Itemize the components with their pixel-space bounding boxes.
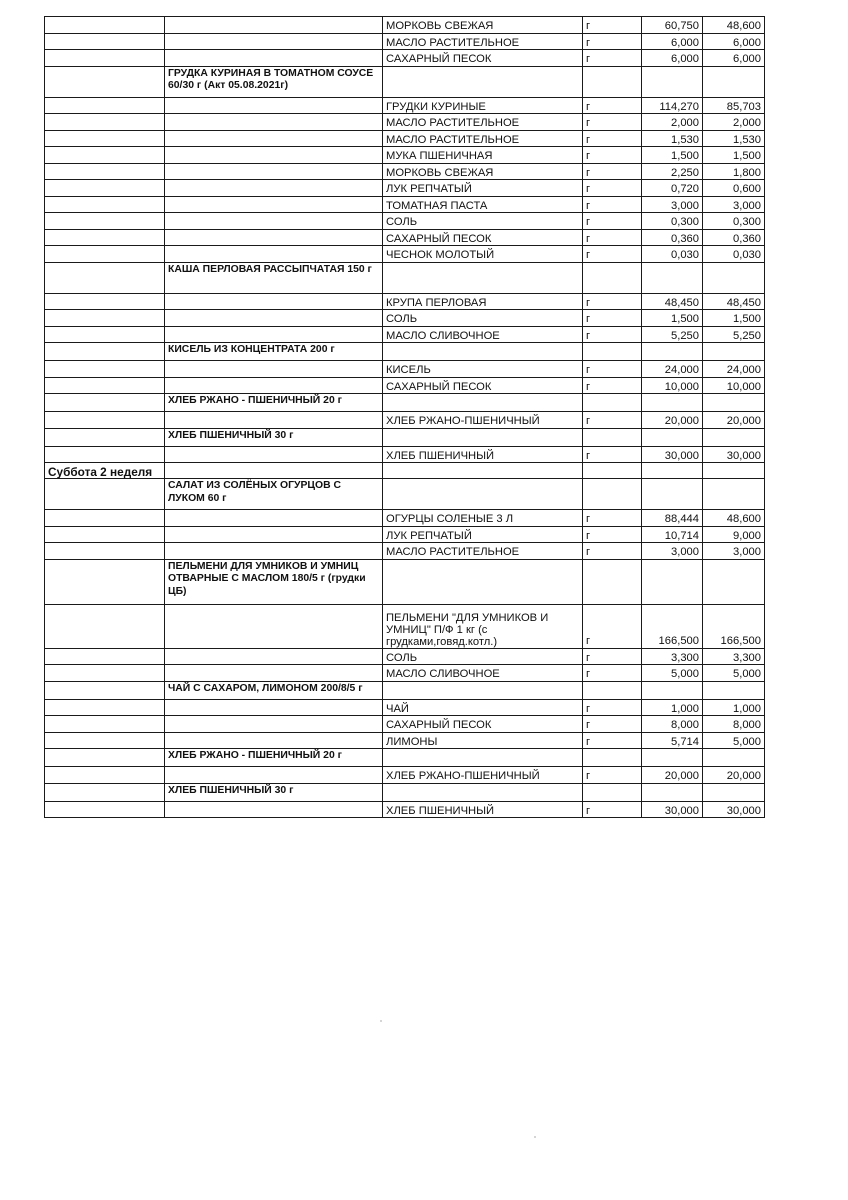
brutto-value: 6,000 (642, 50, 703, 67)
ingredient-name: МОРКОВЬ СВЕЖАЯ (383, 163, 583, 180)
day-label: Суббота 2 неделя (45, 463, 165, 479)
dish-cell (165, 510, 383, 527)
day-cell (45, 97, 165, 114)
ingredient-name: КИСЕЛЬ (383, 361, 583, 378)
day-cell (45, 604, 165, 648)
netto-value: 6,000 (703, 50, 765, 67)
day-cell (45, 343, 165, 361)
brutto-value: 48,450 (642, 293, 703, 310)
netto-value: 2,000 (703, 114, 765, 131)
unit-cell: г (583, 213, 642, 230)
brutto-value: 1,530 (642, 130, 703, 147)
dish-row (45, 783, 765, 801)
ingredient-name: САХАРНЫЙ ПЕСОК (383, 377, 583, 394)
ingredient-row (45, 648, 765, 665)
ingredient-row (45, 699, 765, 716)
netto-value: 0,600 (703, 180, 765, 197)
dish-cell (165, 699, 383, 716)
ingredient-row (45, 50, 765, 67)
unit-cell: г (583, 33, 642, 50)
ingredient-row (45, 180, 765, 197)
day-cell (45, 559, 165, 604)
day-cell (45, 147, 165, 164)
netto-value: 1,500 (703, 310, 765, 327)
ingredient-name: ХЛЕБ ПШЕНИЧНЫЙ (383, 801, 583, 818)
brutto-value (642, 428, 703, 446)
brutto-value: 3,000 (642, 196, 703, 213)
ingredient-name: ХЛЕБ РЖАНО-ПШЕНИЧНЫЙ (383, 412, 583, 429)
netto-value (703, 394, 765, 412)
brutto-value: 30,000 (642, 446, 703, 463)
unit-cell: г (583, 163, 642, 180)
dish-cell (165, 716, 383, 733)
unit-cell: г (583, 196, 642, 213)
netto-value (703, 681, 765, 699)
ingredient-name (383, 783, 583, 801)
netto-value: 85,703 (703, 97, 765, 114)
netto-value: 48,600 (703, 17, 765, 34)
netto-value: 1,000 (703, 699, 765, 716)
unit-cell: г (583, 130, 642, 147)
dish-title: ЧАЙ С САХАРОМ, ЛИМОНОМ 200/8/5 г (165, 681, 383, 699)
ingredient-name: ХЛЕБ ПШЕНИЧНЫЙ (383, 446, 583, 463)
unit-cell: г (583, 180, 642, 197)
unit-cell: г (583, 412, 642, 429)
dish-cell (165, 463, 383, 479)
day-cell (45, 246, 165, 263)
day-cell (45, 699, 165, 716)
unit-cell: г (583, 543, 642, 560)
day-cell (45, 114, 165, 131)
ingredient-row (45, 377, 765, 394)
netto-value (703, 343, 765, 361)
unit-cell: г (583, 229, 642, 246)
ingredient-row (45, 604, 765, 648)
day-cell (45, 412, 165, 429)
ingredient-name (383, 463, 583, 479)
netto-value (703, 479, 765, 510)
ingredient-name: КРУПА ПЕРЛОВАЯ (383, 293, 583, 310)
day-cell (45, 229, 165, 246)
unit-cell: г (583, 665, 642, 682)
ingredient-name (383, 262, 583, 293)
dish-cell (165, 361, 383, 378)
netto-value: 24,000 (703, 361, 765, 378)
ingredient-row (45, 412, 765, 429)
netto-value: 3,300 (703, 648, 765, 665)
netto-value (703, 428, 765, 446)
ingredient-name (383, 681, 583, 699)
dish-cell (165, 801, 383, 818)
unit-cell: г (583, 114, 642, 131)
dish-row (45, 559, 765, 604)
ingredient-name (383, 749, 583, 767)
unit-cell (583, 66, 642, 97)
brutto-value (642, 394, 703, 412)
ingredient-row (45, 510, 765, 527)
dish-cell (165, 196, 383, 213)
dish-cell (165, 97, 383, 114)
ingredient-row (45, 246, 765, 263)
netto-value: 9,000 (703, 526, 765, 543)
brutto-value (642, 463, 703, 479)
dish-cell (165, 732, 383, 749)
unit-cell: г (583, 699, 642, 716)
brutto-value (642, 66, 703, 97)
dish-title: ХЛЕБ РЖАНО - ПШЕНИЧНЫЙ 20 г (165, 749, 383, 767)
unit-cell: г (583, 97, 642, 114)
dish-cell (165, 543, 383, 560)
unit-cell: г (583, 732, 642, 749)
ingredient-name: ГРУДКИ КУРИНЫЕ (383, 97, 583, 114)
unit-cell: г (583, 767, 642, 784)
brutto-value (642, 681, 703, 699)
ingredient-name: ЧЕСНОК МОЛОТЫЙ (383, 246, 583, 263)
ingredient-row (45, 163, 765, 180)
ingredient-name: МАСЛО СЛИВОЧНОЕ (383, 326, 583, 343)
netto-value: 1,500 (703, 147, 765, 164)
brutto-value: 2,250 (642, 163, 703, 180)
unit-cell (583, 559, 642, 604)
unit-cell: г (583, 510, 642, 527)
unit-cell: г (583, 246, 642, 263)
day-cell (45, 732, 165, 749)
unit-cell: г (583, 50, 642, 67)
netto-value: 0,360 (703, 229, 765, 246)
unit-cell: г (583, 526, 642, 543)
ingredient-name: ЛУК РЕПЧАТЫЙ (383, 526, 583, 543)
unit-cell: г (583, 446, 642, 463)
netto-value: 48,600 (703, 510, 765, 527)
brutto-value: 5,250 (642, 326, 703, 343)
day-cell (45, 262, 165, 293)
dish-cell (165, 229, 383, 246)
brutto-value: 1,500 (642, 310, 703, 327)
netto-value: 10,000 (703, 377, 765, 394)
dish-row (45, 394, 765, 412)
brutto-value: 0,720 (642, 180, 703, 197)
brutto-value: 3,300 (642, 648, 703, 665)
dish-cell (165, 213, 383, 230)
ingredient-row (45, 310, 765, 327)
brutto-value: 5,000 (642, 665, 703, 682)
day-cell (45, 293, 165, 310)
dish-row (45, 479, 765, 510)
unit-cell (583, 749, 642, 767)
dish-title: КАША ПЕРЛОВАЯ РАССЫПЧАТАЯ 150 г (165, 262, 383, 293)
unit-cell (583, 262, 642, 293)
day-cell (45, 801, 165, 818)
brutto-value (642, 783, 703, 801)
dish-cell (165, 604, 383, 648)
ingredient-name: САХАРНЫЙ ПЕСОК (383, 716, 583, 733)
brutto-value: 20,000 (642, 412, 703, 429)
day-cell (45, 428, 165, 446)
unit-cell (583, 343, 642, 361)
ingredient-row (45, 147, 765, 164)
ingredient-name: САХАРНЫЙ ПЕСОК (383, 229, 583, 246)
day-cell (45, 326, 165, 343)
ingredient-row (45, 526, 765, 543)
netto-value: 20,000 (703, 767, 765, 784)
dish-cell (165, 50, 383, 67)
day-cell (45, 17, 165, 34)
day-cell (45, 66, 165, 97)
brutto-value: 0,300 (642, 213, 703, 230)
ingredient-row (45, 97, 765, 114)
dish-cell (165, 17, 383, 34)
brutto-value: 0,030 (642, 246, 703, 263)
ingredient-row (45, 716, 765, 733)
dish-cell (165, 526, 383, 543)
ingredient-name (383, 428, 583, 446)
dish-cell (165, 767, 383, 784)
day-cell (45, 446, 165, 463)
day-cell (45, 665, 165, 682)
ingredient-row (45, 732, 765, 749)
ingredient-name: МАСЛО РАСТИТЕЛЬНОЕ (383, 33, 583, 50)
ingredient-name: ХЛЕБ РЖАНО-ПШЕНИЧНЫЙ (383, 767, 583, 784)
netto-value (703, 66, 765, 97)
day-cell (45, 681, 165, 699)
netto-value: 5,000 (703, 732, 765, 749)
dish-cell (165, 293, 383, 310)
day-cell (45, 526, 165, 543)
ingredient-name (383, 479, 583, 510)
dish-row (45, 749, 765, 767)
ingredient-row (45, 33, 765, 50)
dish-title: ПЕЛЬМЕНИ ДЛЯ УМНИКОВ И УМНИЦ ОТВАРНЫЕ С МАСЛОМ 180/5 г (грудки ЦБ) (165, 559, 383, 604)
brutto-value: 10,000 (642, 377, 703, 394)
dish-cell (165, 377, 383, 394)
day-cell (45, 196, 165, 213)
brutto-value: 30,000 (642, 801, 703, 818)
ingredient-name: МАСЛО РАСТИТЕЛЬНОЕ (383, 130, 583, 147)
dish-cell (165, 665, 383, 682)
scan-speck (534, 1136, 536, 1138)
brutto-value: 5,714 (642, 732, 703, 749)
netto-value: 30,000 (703, 801, 765, 818)
ingredient-row (45, 130, 765, 147)
netto-value (703, 262, 765, 293)
netto-value: 1,530 (703, 130, 765, 147)
dish-title: ХЛЕБ РЖАНО - ПШЕНИЧНЫЙ 20 г (165, 394, 383, 412)
ingredient-name: СОЛЬ (383, 213, 583, 230)
netto-value: 8,000 (703, 716, 765, 733)
dish-cell (165, 180, 383, 197)
ingredient-name: МАСЛО РАСТИТЕЛЬНОЕ (383, 114, 583, 131)
day-row (45, 463, 765, 479)
brutto-value: 10,714 (642, 526, 703, 543)
ingredient-name: ОГУРЦЫ СОЛЕНЫЕ 3 Л (383, 510, 583, 527)
dish-cell (165, 114, 383, 131)
day-cell (45, 180, 165, 197)
brutto-value: 114,270 (642, 97, 703, 114)
dish-title: ГРУДКА КУРИНАЯ В ТОМАТНОМ СОУСЕ 60/30 г (Акт 05.08.2021г) (165, 66, 383, 97)
brutto-value: 2,000 (642, 114, 703, 131)
unit-cell (583, 783, 642, 801)
ingredient-row (45, 114, 765, 131)
dish-cell (165, 130, 383, 147)
unit-cell: г (583, 326, 642, 343)
ingredient-row (45, 801, 765, 818)
netto-value: 1,800 (703, 163, 765, 180)
day-cell (45, 767, 165, 784)
day-cell (45, 377, 165, 394)
menu-table-body (45, 17, 765, 818)
netto-value: 5,250 (703, 326, 765, 343)
ingredient-name: САХАРНЫЙ ПЕСОК (383, 50, 583, 67)
brutto-value: 166,500 (642, 604, 703, 648)
netto-value (703, 559, 765, 604)
netto-value: 0,030 (703, 246, 765, 263)
netto-value: 20,000 (703, 412, 765, 429)
ingredient-name: МОРКОВЬ СВЕЖАЯ (383, 17, 583, 34)
unit-cell: г (583, 293, 642, 310)
ingredient-name: ЛИМОНЫ (383, 732, 583, 749)
dish-title: КИСЕЛЬ ИЗ КОНЦЕНТРАТА 200 г (165, 343, 383, 361)
unit-cell (583, 394, 642, 412)
dish-cell (165, 147, 383, 164)
unit-cell: г (583, 17, 642, 34)
ingredient-name: МАСЛО СЛИВОЧНОЕ (383, 665, 583, 682)
dish-cell (165, 412, 383, 429)
unit-cell (583, 681, 642, 699)
ingredient-name (383, 66, 583, 97)
ingredient-name: СОЛЬ (383, 648, 583, 665)
unit-cell: г (583, 377, 642, 394)
dish-cell (165, 326, 383, 343)
unit-cell: г (583, 801, 642, 818)
ingredient-name (383, 394, 583, 412)
dish-title: ХЛЕБ ПШЕНИЧНЫЙ 30 г (165, 428, 383, 446)
ingredient-row (45, 213, 765, 230)
dish-row (45, 66, 765, 97)
ingredient-row (45, 767, 765, 784)
ingredient-name (383, 343, 583, 361)
menu-ingredients-table (44, 16, 765, 818)
dish-row (45, 681, 765, 699)
ingredient-row (45, 543, 765, 560)
ingredient-name: ТОМАТНАЯ ПАСТА (383, 196, 583, 213)
ingredient-row (45, 446, 765, 463)
brutto-value (642, 559, 703, 604)
dish-cell (165, 33, 383, 50)
brutto-value: 88,444 (642, 510, 703, 527)
brutto-value: 1,000 (642, 699, 703, 716)
netto-value: 166,500 (703, 604, 765, 648)
day-cell (45, 213, 165, 230)
day-cell (45, 510, 165, 527)
day-cell (45, 479, 165, 510)
netto-value: 5,000 (703, 665, 765, 682)
unit-cell: г (583, 361, 642, 378)
netto-value: 3,000 (703, 543, 765, 560)
unit-cell: г (583, 716, 642, 733)
netto-value: 30,000 (703, 446, 765, 463)
netto-value: 48,450 (703, 293, 765, 310)
day-cell (45, 783, 165, 801)
dish-cell (165, 446, 383, 463)
brutto-value (642, 479, 703, 510)
netto-value (703, 783, 765, 801)
unit-cell: г (583, 648, 642, 665)
brutto-value (642, 749, 703, 767)
ingredient-row (45, 361, 765, 378)
dish-title: ХЛЕБ ПШЕНИЧНЫЙ 30 г (165, 783, 383, 801)
ingredient-name (383, 559, 583, 604)
brutto-value: 1,500 (642, 147, 703, 164)
day-cell (45, 716, 165, 733)
brutto-value: 0,360 (642, 229, 703, 246)
unit-cell (583, 428, 642, 446)
brutto-value: 6,000 (642, 33, 703, 50)
day-cell (45, 33, 165, 50)
day-cell (45, 749, 165, 767)
brutto-value (642, 262, 703, 293)
brutto-value: 20,000 (642, 767, 703, 784)
brutto-value: 60,750 (642, 17, 703, 34)
day-cell (45, 163, 165, 180)
brutto-value: 3,000 (642, 543, 703, 560)
netto-value: 3,000 (703, 196, 765, 213)
dish-cell (165, 246, 383, 263)
day-cell (45, 50, 165, 67)
day-cell (45, 648, 165, 665)
unit-cell: г (583, 147, 642, 164)
dish-cell (165, 163, 383, 180)
netto-value: 0,300 (703, 213, 765, 230)
dish-row (45, 428, 765, 446)
dish-cell (165, 310, 383, 327)
ingredient-row (45, 326, 765, 343)
day-cell (45, 394, 165, 412)
ingredient-row (45, 17, 765, 34)
ingredient-name: МУКА ПШЕНИЧНАЯ (383, 147, 583, 164)
day-cell (45, 361, 165, 378)
ingredient-row (45, 229, 765, 246)
unit-cell (583, 479, 642, 510)
brutto-value (642, 343, 703, 361)
day-cell (45, 543, 165, 560)
ingredient-name: ПЕЛЬМЕНИ "ДЛЯ УМНИКОВ И УМНИЦ" П/Ф 1 кг (с грудками,говяд.котл.) (383, 604, 583, 648)
dish-cell (165, 648, 383, 665)
unit-cell: г (583, 310, 642, 327)
netto-value: 6,000 (703, 33, 765, 50)
ingredient-name: СОЛЬ (383, 310, 583, 327)
ingredient-name: ЛУК РЕПЧАТЫЙ (383, 180, 583, 197)
unit-cell (583, 463, 642, 479)
scan-speck (380, 1020, 382, 1022)
brutto-value: 8,000 (642, 716, 703, 733)
brutto-value: 24,000 (642, 361, 703, 378)
ingredient-name: ЧАЙ (383, 699, 583, 716)
ingredient-row (45, 665, 765, 682)
unit-cell: г (583, 604, 642, 648)
dish-row (45, 343, 765, 361)
day-cell (45, 310, 165, 327)
ingredient-row (45, 196, 765, 213)
netto-value (703, 463, 765, 479)
netto-value (703, 749, 765, 767)
dish-title: САЛАТ ИЗ СОЛЁНЫХ ОГУРЦОВ С ЛУКОМ 60 г (165, 479, 383, 510)
ingredient-name: МАСЛО РАСТИТЕЛЬНОЕ (383, 543, 583, 560)
day-cell (45, 130, 165, 147)
ingredient-row (45, 293, 765, 310)
dish-row (45, 262, 765, 293)
